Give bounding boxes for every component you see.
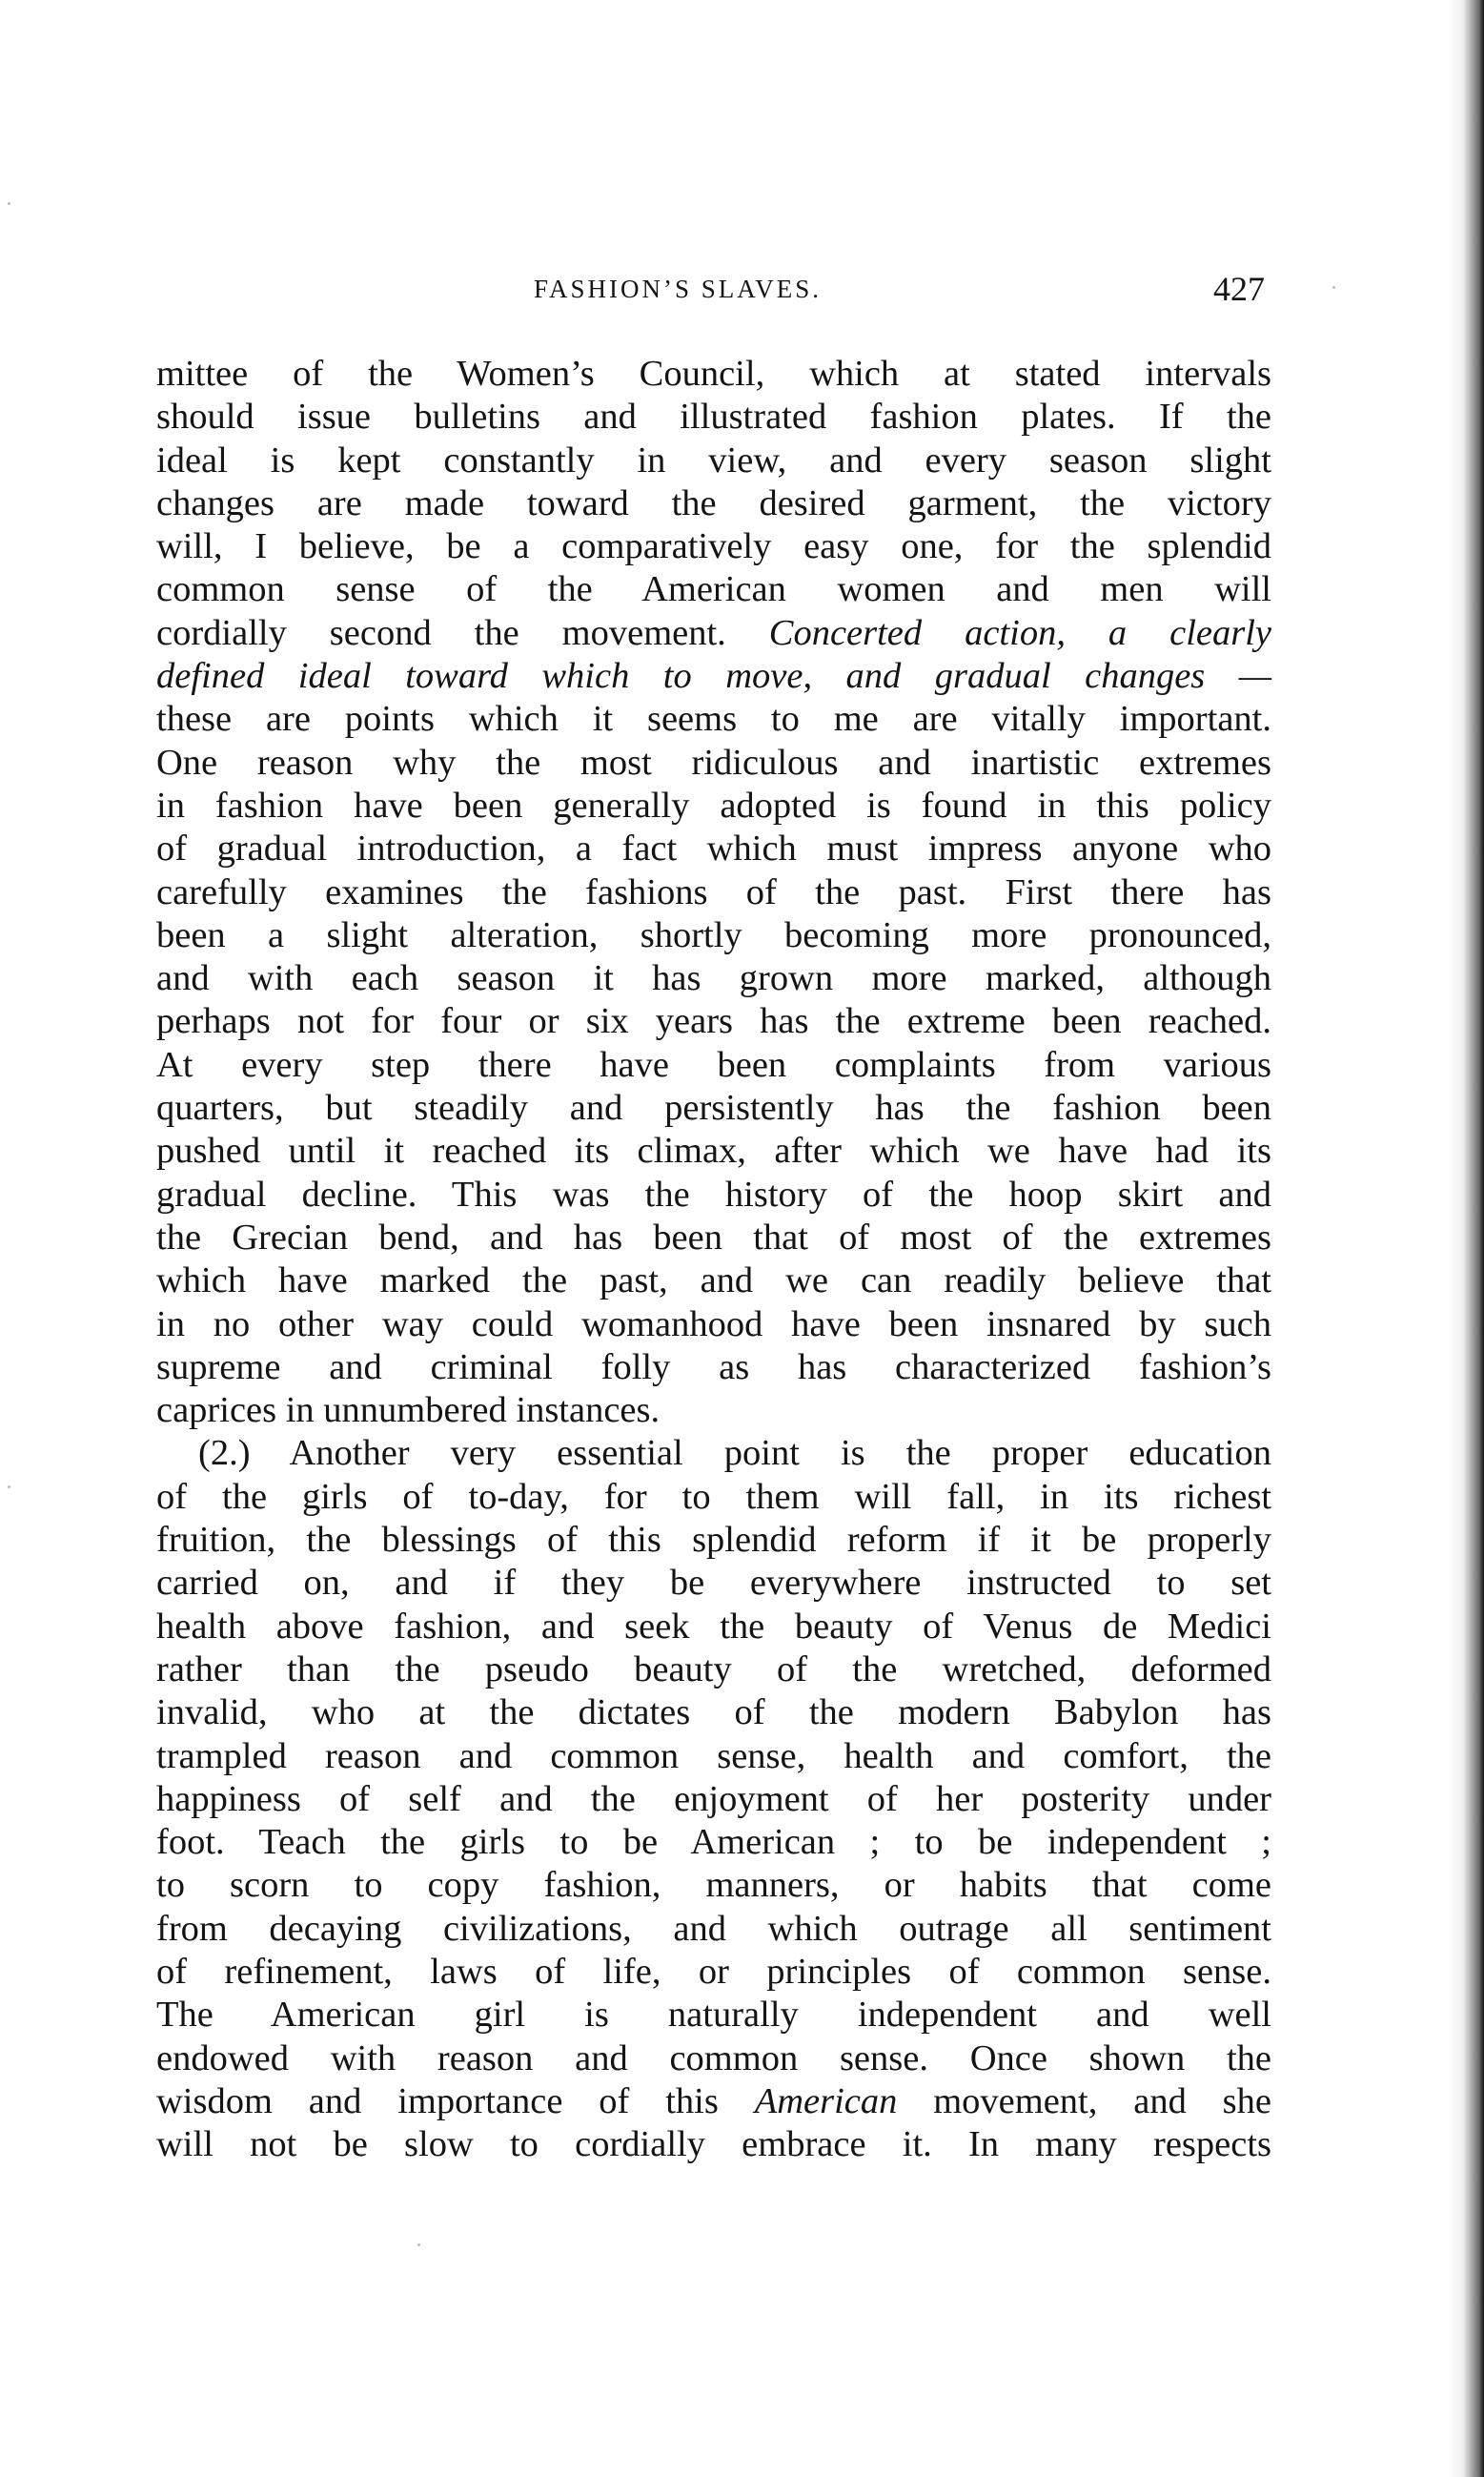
text-run: movement, and she xyxy=(933,2080,1271,2121)
text-line: common sense of the American women and men will xyxy=(156,569,1271,610)
text-run: wisdom and importance of this xyxy=(156,2080,719,2121)
text-line: health above fashion, and seek the beauty of Venus de Medici xyxy=(156,1606,1271,1647)
text-line: quarters, but steadily and persistently has the fashion been xyxy=(156,1088,1271,1129)
text-line: of the girls of to-day, for to them will fall, in its richest xyxy=(156,1476,1271,1517)
text-line: which have marked the past, and we can readily believe that xyxy=(156,1260,1271,1301)
text-line xyxy=(156,612,1271,655)
text-line: pushed until it reached its climax, after which we have had its xyxy=(156,1131,1271,1172)
text-line: will not be slow to cordially embrace it. In many respects xyxy=(156,2124,1271,2165)
scan-speck xyxy=(8,1485,10,1488)
text-line: endowed with reason and common sense. Once shown the xyxy=(156,2037,1271,2078)
text-line: At every step there have been complaints from various xyxy=(156,1044,1271,1085)
body-text xyxy=(156,353,1271,2166)
text-line: One reason why the most ridiculous and inartistic extremes xyxy=(156,742,1271,783)
text-line: should issue bulletins and illustrated fashion plates. If the xyxy=(156,397,1271,438)
text-line: foot. Teach the girls to be American ; to be independent ; xyxy=(156,1822,1271,1863)
page-number: 427 xyxy=(1213,270,1265,308)
text-line xyxy=(156,655,1271,698)
text-line: supreme and criminal folly as has characterized fashion’s xyxy=(156,1346,1271,1387)
text-line: gradual decline. This was the history of the hoop skirt and xyxy=(156,1174,1271,1215)
scan-speck xyxy=(8,202,10,205)
text-line: in fashion have been generally adopted is found in this policy xyxy=(156,785,1271,826)
italic-emphasis: defined ideal toward which to move, and gradual changes — xyxy=(156,656,1271,697)
text-line: from decaying civilizations, and which outrage all sentiment xyxy=(156,1908,1271,1949)
text-line: perhaps not for four or six years has the extreme been reached. xyxy=(156,1001,1271,1042)
text-line: in no other way could womanhood have been insnared by such xyxy=(156,1303,1271,1344)
page-edge-shadow xyxy=(1450,0,1484,2477)
text-line: happiness of self and the enjoyment of her posterity under xyxy=(156,1778,1271,1819)
running-title: FASHION’S SLAVES. xyxy=(534,275,823,303)
text-line: ideal is kept constantly in view, and every season slight xyxy=(156,440,1271,481)
italic-emphasis: American xyxy=(754,2080,898,2121)
text-line: the Grecian bend, and has been that of most of the extremes xyxy=(156,1217,1271,1258)
text-line: been a slight alteration, shortly becoming more pronounced, xyxy=(156,914,1271,955)
text-line: trampled reason and common sense, health and comfort, the xyxy=(156,1735,1271,1776)
text-line: caprices in unnumbered instances. xyxy=(156,1390,661,1431)
text-line: of gradual introduction, a fact which must impress anyone who xyxy=(156,829,1271,870)
text-line: changes are made toward the desired garment, the victory xyxy=(156,482,1271,523)
text-line: fruition, the blessings of this splendid reform if it be properly xyxy=(156,1520,1271,1561)
text-line: and with each season it has grown more marked, although xyxy=(156,958,1271,999)
italic-emphasis: Concerted action, a clearly xyxy=(768,612,1272,653)
text-line: carried on, and if they be everywhere instructed to set xyxy=(156,1563,1271,1604)
text-line: these are points which it seems to me are vitally important. xyxy=(156,699,1271,740)
scan-speck xyxy=(1332,286,1335,289)
running-head xyxy=(152,269,1272,307)
text-line: carefully examines the fashions of the past. First there has xyxy=(156,871,1271,912)
text-line: rather than the pseudo beauty of the wretched, deformed xyxy=(156,1648,1271,1689)
text-line: The American girl is naturally independent and well xyxy=(156,1995,1271,2036)
text-line xyxy=(156,2080,1271,2123)
text-line: to scorn to copy fashion, manners, or habits that come xyxy=(156,1865,1271,1906)
text-line: mittee of the Women’s Council, which at stated intervals xyxy=(156,354,1271,394)
text-run: cordially second the movement. xyxy=(156,612,726,653)
text-line: invalid, who at the dictates of the modern Babylon has xyxy=(156,1692,1271,1733)
text-line: will, I believe, be a comparatively easy one, for the splendid xyxy=(156,526,1271,567)
text-line: (2.) Another very essential point is the proper education xyxy=(198,1433,1271,1474)
scan-speck xyxy=(417,2243,420,2246)
text-line: of refinement, laws of life, or principles of common sense. xyxy=(156,1951,1271,1992)
